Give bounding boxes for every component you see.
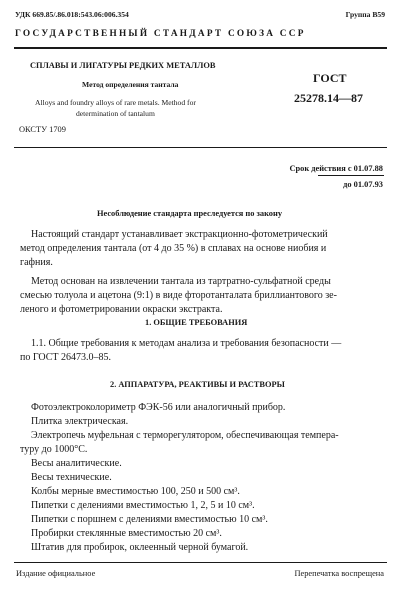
intro-p2-line1: Метод основан на извлечении тантала из тартратно-сульфатной среды <box>31 276 331 287</box>
group-code: Группа В59 <box>345 10 385 19</box>
validity-underline <box>318 175 384 176</box>
section1-line1: 1.1. Общие требования к методам анализа и требования безопасности — <box>31 338 342 349</box>
doc-title-en-line1: Alloys and foundry alloys of rare metals. Method for <box>35 98 196 107</box>
title-rule <box>14 147 387 148</box>
udk-code: УДК 669.85/.86.018:543.06:006.354 <box>15 10 129 19</box>
intro-p2-line2: смесью толуола и ацетона (9:1) в виде фторотанталата бриллиантового зе- <box>20 290 337 301</box>
footer-official-edition: Издание официальное <box>16 569 96 578</box>
doc-title-ru: СПЛАВЫ И ЛИГАТУРЫ РЕДКИХ МЕТАЛЛОВ <box>30 61 216 70</box>
list-item: Колбы мерные вместимостью 100, 250 и 500 см³. <box>31 486 240 497</box>
validity-from: Срок действия с 01.07.88 <box>289 164 383 173</box>
doc-title-en-line2: determination of tantalum <box>76 109 155 118</box>
okstu-code: ОКСТУ 1709 <box>19 125 66 134</box>
list-item: Весы технические. <box>31 472 112 483</box>
section2-heading: 2. АППАРАТУРА, РЕАКТИВЫ И РАСТВОРЫ <box>110 380 285 389</box>
validity-to: до 01.07.93 <box>343 180 383 189</box>
header-rule <box>14 47 387 49</box>
gost-number: 25278.14—87 <box>294 91 363 105</box>
intro-p1-line2: метод определения тантала (от 4 до 35 %) в сплавах на основе ниобия и <box>20 243 327 254</box>
list-item: Плитка электрическая. <box>31 416 129 427</box>
list-item: Электропечь муфельная с терморегулятором, обеспечивающая темпера- <box>31 430 339 441</box>
intro-p2-line3: леного и фотометрировании окраски экстракта. <box>20 304 223 315</box>
footer-rule <box>14 562 387 563</box>
doc-subtitle-ru: Метод определения тантала <box>82 80 179 89</box>
list-item: Пипетки с поршнем с делениями вместимостью 10 см³. <box>31 514 268 525</box>
footer-reprint-prohibited: Перепечатка воспрещена <box>294 569 384 578</box>
list-item: Весы аналитические. <box>31 458 122 469</box>
section1-line2: по ГОСТ 26473.0–85. <box>20 352 112 363</box>
list-item: Фотоэлектроколориметр ФЭК-56 или аналогичный прибор. <box>31 402 286 413</box>
intro-p1-line3: гафния. <box>20 257 53 268</box>
list-item: Пробирки стеклянные вместимостью 20 см³. <box>31 528 222 539</box>
list-item: Пипетки с делениями вместимостью 1, 2, 5 и 10 см³. <box>31 500 255 511</box>
list-item-continuation: туру до 1000°С. <box>20 444 88 455</box>
intro-p1-line1: Настоящий стандарт устанавливает экстракционно-фотометрический <box>31 229 328 240</box>
list-item: Штатив для пробирок, оклеенный черной бумагой. <box>31 542 249 553</box>
legal-notice: Несоблюдение стандарта преследуется по закону <box>97 209 283 218</box>
gost-label: ГОСТ <box>313 71 347 85</box>
standard-banner: ГОСУДАРСТВЕННЫЙ СТАНДАРТ СОЮЗА ССР <box>15 29 306 39</box>
section1-heading: 1. ОБЩИЕ ТРЕБОВАНИЯ <box>145 318 248 327</box>
